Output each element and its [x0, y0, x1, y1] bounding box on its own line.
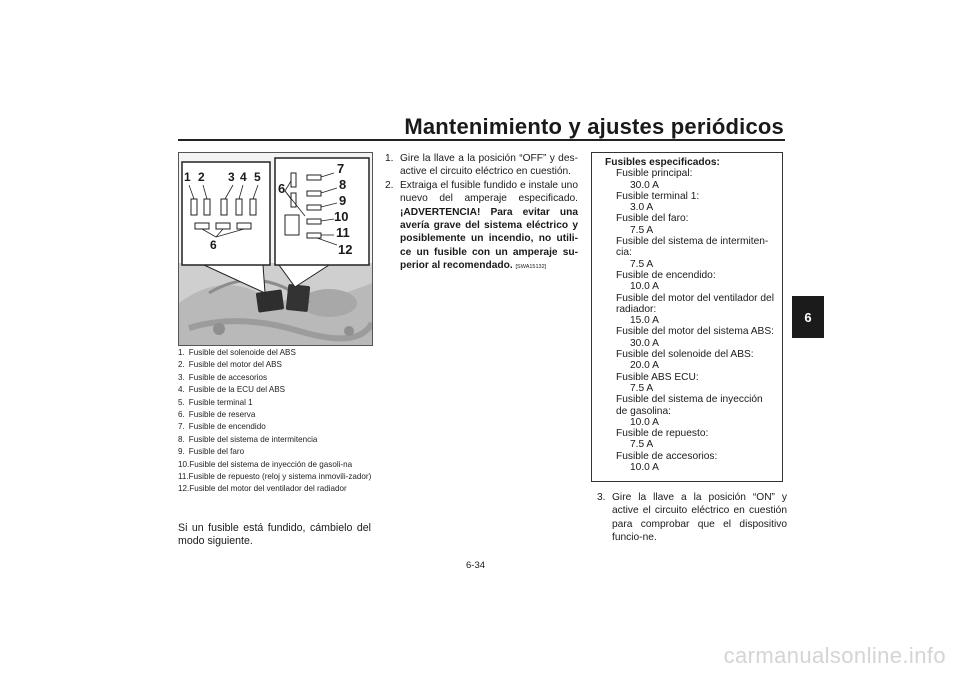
callout-10: 10 [334, 209, 349, 224]
legend-item: 3. Fusible de accesorios [178, 372, 268, 382]
spec-value: 30.0 A [630, 337, 659, 349]
callout-8: 8 [339, 177, 347, 192]
step-2-text: Extraiga el fusible fundido e instale uno nuevo del amperaje especificado. [400, 179, 578, 205]
spec-name: Fusible de accesorios: [616, 450, 718, 462]
spec-name: Fusible del solenoide del ABS: [616, 349, 754, 361]
spec-value: 30.0 A [630, 179, 659, 191]
procedure-steps [385, 152, 578, 275]
spec-name: Fusible del sistema de inyección de gasolina: [616, 394, 763, 417]
spec-value: 10.0 A [630, 462, 659, 474]
spec-name: Fusible de encendido: [616, 269, 716, 281]
callout-12: 12 [338, 242, 353, 257]
page-title: Mantenimiento y ajustes periódicos [404, 114, 784, 139]
callout-9: 9 [339, 193, 347, 208]
legend-item: 12. Fusible del motor del ventilador del radiador [178, 484, 347, 494]
callout-6-left: 6 [210, 238, 217, 252]
spec-name: Fusible del motor del sistema ABS: [616, 326, 774, 338]
legend-item: 7. Fusible de encendido [178, 422, 266, 432]
callout-2: 2 [198, 170, 205, 184]
step-1: 1. Gire la llave a la posición “OFF” y des-active el circuito eléctrico en cuestión. [385, 153, 578, 178]
legend-item: 8. Fusible del sistema de intermitencia [178, 434, 318, 444]
legend-item: 11. Fusible de repuesto (reloj y sistema inmovili-zador) [178, 472, 372, 482]
spec-value: 10.0 A [630, 416, 659, 428]
spec-title: Fusibles especificados: [605, 157, 720, 168]
callout-7: 7 [337, 161, 345, 176]
spec-name: Fusible del sistema de intermiten-cia: [616, 236, 769, 259]
page-number: 6-34 [466, 560, 486, 571]
spec-name: Fusible terminal 1: [616, 190, 700, 202]
legend-item: 6. Fusible de reserva [178, 410, 256, 420]
callout-4: 4 [240, 170, 247, 184]
spec-value: 7.5 A [630, 224, 654, 236]
legend-item: 10. Fusible del sistema de inyección de gasoli-na [178, 459, 353, 469]
spec-value: 7.5 A [630, 439, 654, 451]
fuse-box-figure [178, 152, 373, 346]
intro-paragraph: Si un fusible está fundido, cámbielo del modo siguiente. [178, 522, 371, 548]
legend-item: 5. Fusible terminal 1 [178, 397, 253, 407]
spec-name: Fusible ABS ECU: [616, 371, 699, 383]
legend-item: 1. Fusible del solenoide del ABS [178, 348, 296, 357]
callout-5: 5 [254, 170, 261, 184]
spec-value: 20.0 A [630, 360, 659, 372]
step-2: 2. Extraiga el fusible fundido e instale uno nuevo del amperaje especificado. ¡ADVERTENCIA! Para evitar una avería grave del sistema eléctrico y posiblemente un incendio, no utili-ce un fusible con un amperaje su-perior al recomendado. [SWA15132] [385, 179, 578, 272]
title-rule [178, 139, 785, 141]
spec-name: Fusible del faro: [616, 213, 689, 225]
callout-6-right: 6 [278, 181, 286, 196]
legend-item: 4. Fusible de la ECU del ABS [178, 385, 286, 395]
spec-value: 15.0 A [630, 315, 659, 327]
legend-item: 2. Fusible del motor del ABS [178, 360, 282, 370]
spec-name: Fusible principal: [616, 168, 693, 180]
warning-text: ¡ADVERTENCIA! Para evitar una avería grave del sistema eléctrico y posiblemente un incendio, no utili-ce un fusible con un amperaje su-perior al recomendado. [400, 206, 578, 272]
callout-11: 11 [336, 225, 350, 240]
callout-3: 3 [228, 170, 235, 184]
step-3: 3. Gire la llave a la posición “ON” y active el circuito eléctrico en cuestión para comprobar que el dispositivo funcio-ne. [597, 492, 787, 544]
warning-code: [SWA15132] [515, 264, 547, 271]
spec-value: 7.5 A [630, 258, 654, 270]
fuse-specifications-box [591, 152, 783, 482]
chapter-tab: 6 [792, 296, 824, 338]
watermark: carmanualsonline.info [723, 643, 946, 668]
spec-name: Fusible del motor del ventilador del radiador: [616, 292, 774, 315]
callout-1: 1 [184, 170, 191, 184]
spec-value: 10.0 A [630, 281, 659, 293]
spec-name: Fusible de repuesto: [616, 428, 709, 440]
legend-item: 9. Fusible del faro [178, 447, 245, 457]
fuse-legend [178, 347, 378, 496]
spec-value: 3.0 A [630, 202, 654, 214]
spec-value: 7.5 A [630, 382, 654, 394]
